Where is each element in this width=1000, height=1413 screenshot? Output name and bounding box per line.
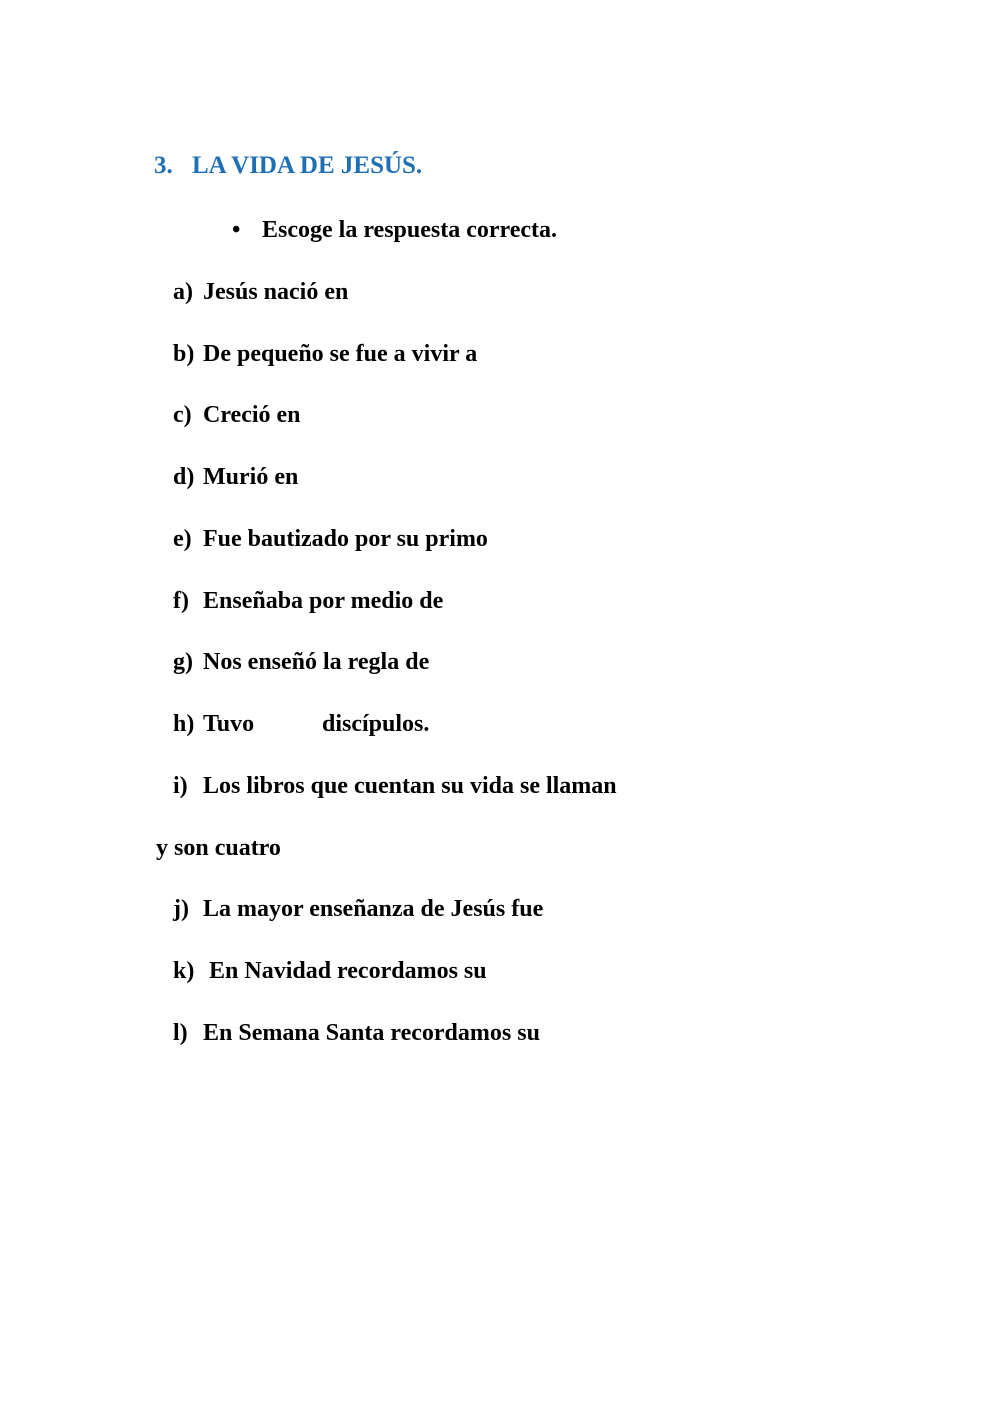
section-title — [154, 152, 422, 180]
question-label: h) — [173, 711, 195, 737]
question-label: d) — [173, 464, 195, 490]
section-title-text: LA VIDA DE JESÚS. — [192, 152, 423, 179]
question-text: En Semana Santa recordamos su — [203, 1020, 540, 1046]
question-label: f) — [173, 588, 189, 614]
section-number: 3. — [154, 152, 173, 179]
question-label: l) — [173, 1020, 188, 1046]
question-text: Enseñaba por medio de — [203, 588, 444, 614]
question-text: La mayor enseñanza de Jesús fue — [203, 896, 544, 922]
question-text: De pequeño se fue a vivir a — [203, 341, 478, 367]
question-label: k) — [173, 958, 195, 984]
question-label: i) — [173, 773, 188, 799]
bullet-icon: • — [232, 217, 241, 243]
question-i-continuation: y son cuatro — [156, 835, 281, 861]
question-text: Murió en — [203, 464, 299, 490]
question-text: Creció en — [203, 402, 301, 428]
question-text: Fue bautizado por su primo — [203, 526, 488, 552]
instruction-text: Escoge la respuesta correcta. — [262, 217, 558, 243]
question-text: Jesús nació en — [203, 279, 349, 305]
instruction — [232, 216, 557, 244]
question-text: Tuvo — [203, 711, 255, 737]
question-label: j) — [173, 896, 189, 922]
question-text-after: discípulos. — [322, 711, 430, 737]
question-label: c) — [173, 402, 192, 428]
question-text: Los libros que cuentan su vida se llaman — [203, 773, 617, 799]
question-label: a) — [173, 279, 193, 305]
question-text: Nos enseñó la regla de — [203, 649, 430, 675]
question-label: g) — [173, 649, 193, 675]
question-text: En Navidad recordamos su — [209, 958, 487, 984]
question-label: e) — [173, 526, 192, 552]
question-label: b) — [173, 341, 195, 367]
